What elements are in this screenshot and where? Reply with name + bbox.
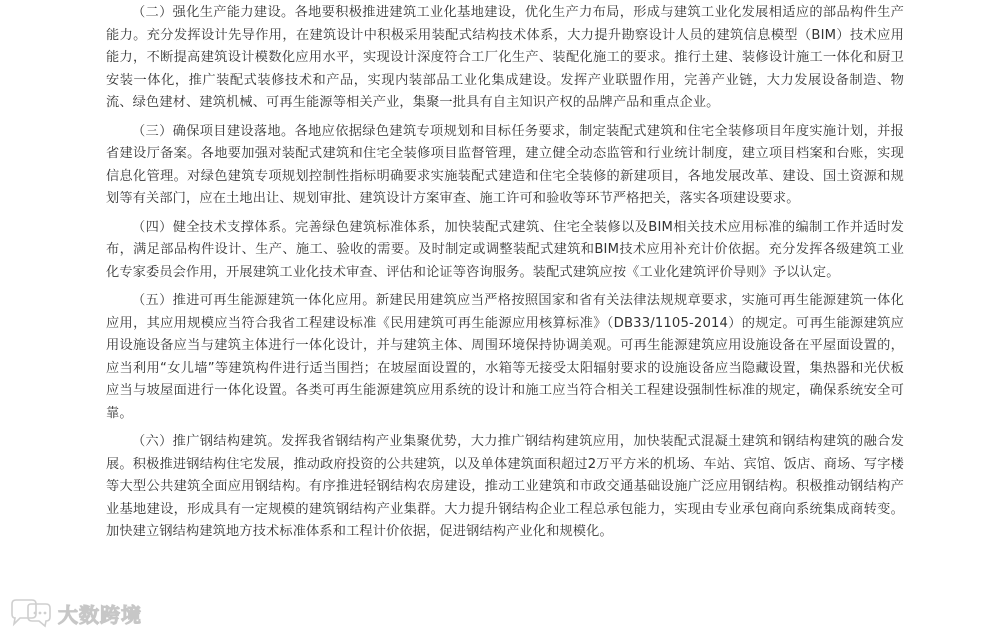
paragraph-5: （五）推进可再生能源建筑一体化应用。新建民用建筑应当严格按照国家和省有关法律法规规章要求，实施可再生能源建筑一体化应用，其应用规模应当符合我省工程建设标准《民用建筑可再生能源应用核算标准》（DB33/1105-2014）的规定。可再生能源建筑应用设施设备应当与建筑主体进行一体化设计，并与建筑主体、周围环境保持协调美观。可再生能源建筑应用设施设备在平屋面设置的，应当利用“女儿墙”等建筑构件进行适当围挡；在坡屋面设置的，水箱等无接受太阳辐射要求的设施设备应当隐藏设置，集热器和光伏板应当与坡屋面进行一体化设置。各类可再生能源建筑应用系统的设计和施工应当符合相关工程建设强制性标准的规定，确保系统安全可靠。 xyxy=(106,293,904,421)
watermark xyxy=(6,598,142,628)
watermark-text: 大数跨境 xyxy=(58,602,142,627)
chat-bubble-logo-icon xyxy=(6,598,54,628)
paragraph-6: （六）推广钢结构建筑。发挥我省钢结构产业集聚优势，大力推广钢结构建筑应用，加快装配式混凝土建筑和钢结构建筑的融合发展。积极推进钢结构住宅发展，推动政府投资的公共建筑，以及单体建筑面积超过2万平方米的机场、车站、宾馆、饭店、商场、写字楼等大型公共建筑全面应用钢结构。有序推进轻钢结构农房建设，推动工业建筑和市政交通基础设施广泛应用钢结构。积极推动钢结构产业基地建设，形成具有一定规模的建筑钢结构产业集群。大力提升钢结构企业工程总承包能力，实现由专业承包商向系统集成商转变。加快建立钢结构建筑地方技术标准体系和工程计价依据，促进钢结构产业化和规模化。 xyxy=(106,434,904,539)
paragraph-2: （二）强化生产能力建设。各地要积极推进建筑工业化基地建设，优化生产力布局，形成与建筑工业化发展相适应的部品构件生产能力。充分发挥设计先导作用，在建筑设计中积极采用装配式结构技术体系，大力提升勘察设计人员的建筑信息模型（BIM）技术应用能力，不断提高建筑设计模数化应用水平，实现设计深度符合工厂化生产、装配化施工的要求。推行土建、装修设计施工一体化和厨卫安装一体化，推广装配式装修技术和产品，实现内装部品工业化集成建设。发挥产业联盟作用，完善产业链，大力发展设备制造、物流、绿色建材、建筑机械、可再生能源等相关产业，集聚一批具有自主知识产权的品牌产品和重点企业。 xyxy=(106,5,904,110)
paragraph-4: （四）健全技术支撑体系。完善绿色建筑标准体系，加快装配式建筑、住宅全装修以及BIM相关技术应用标准的编制工作并适时发布，满足部品构件设计、生产、施工、验收的需要。及时制定或调整装配式建筑和BIM技术应用补充计价依据。充分发挥各级建筑工业化专家委员会作用，开展建筑工业化技术审查、评估和论证等咨询服务。装配式建筑应按《工业化建筑评价导则》予以认定。 xyxy=(106,219,904,280)
paragraph-3: （三）确保项目建设落地。各地应依据绿色建筑专项规划和目标任务要求，制定装配式建筑和住宅全装修项目年度实施计划，并报省建设厅备案。各地要加强对装配式建筑和住宅全装修项目监督管理，建立健全动态监管和行业统计制度，建立项目档案和台账，实现信息化管理。对绿色建筑专项规划控制性指标明确要求实施装配式建造和住宅全装修的新建项目，各地发展改革、建设、国土资源和规划等有关部门，应在土地出让、规划审批、建筑设计方案审查、施工许可和验收等环节严格把关，落实各项建设要求。 xyxy=(106,123,904,206)
article-body xyxy=(106,0,904,550)
